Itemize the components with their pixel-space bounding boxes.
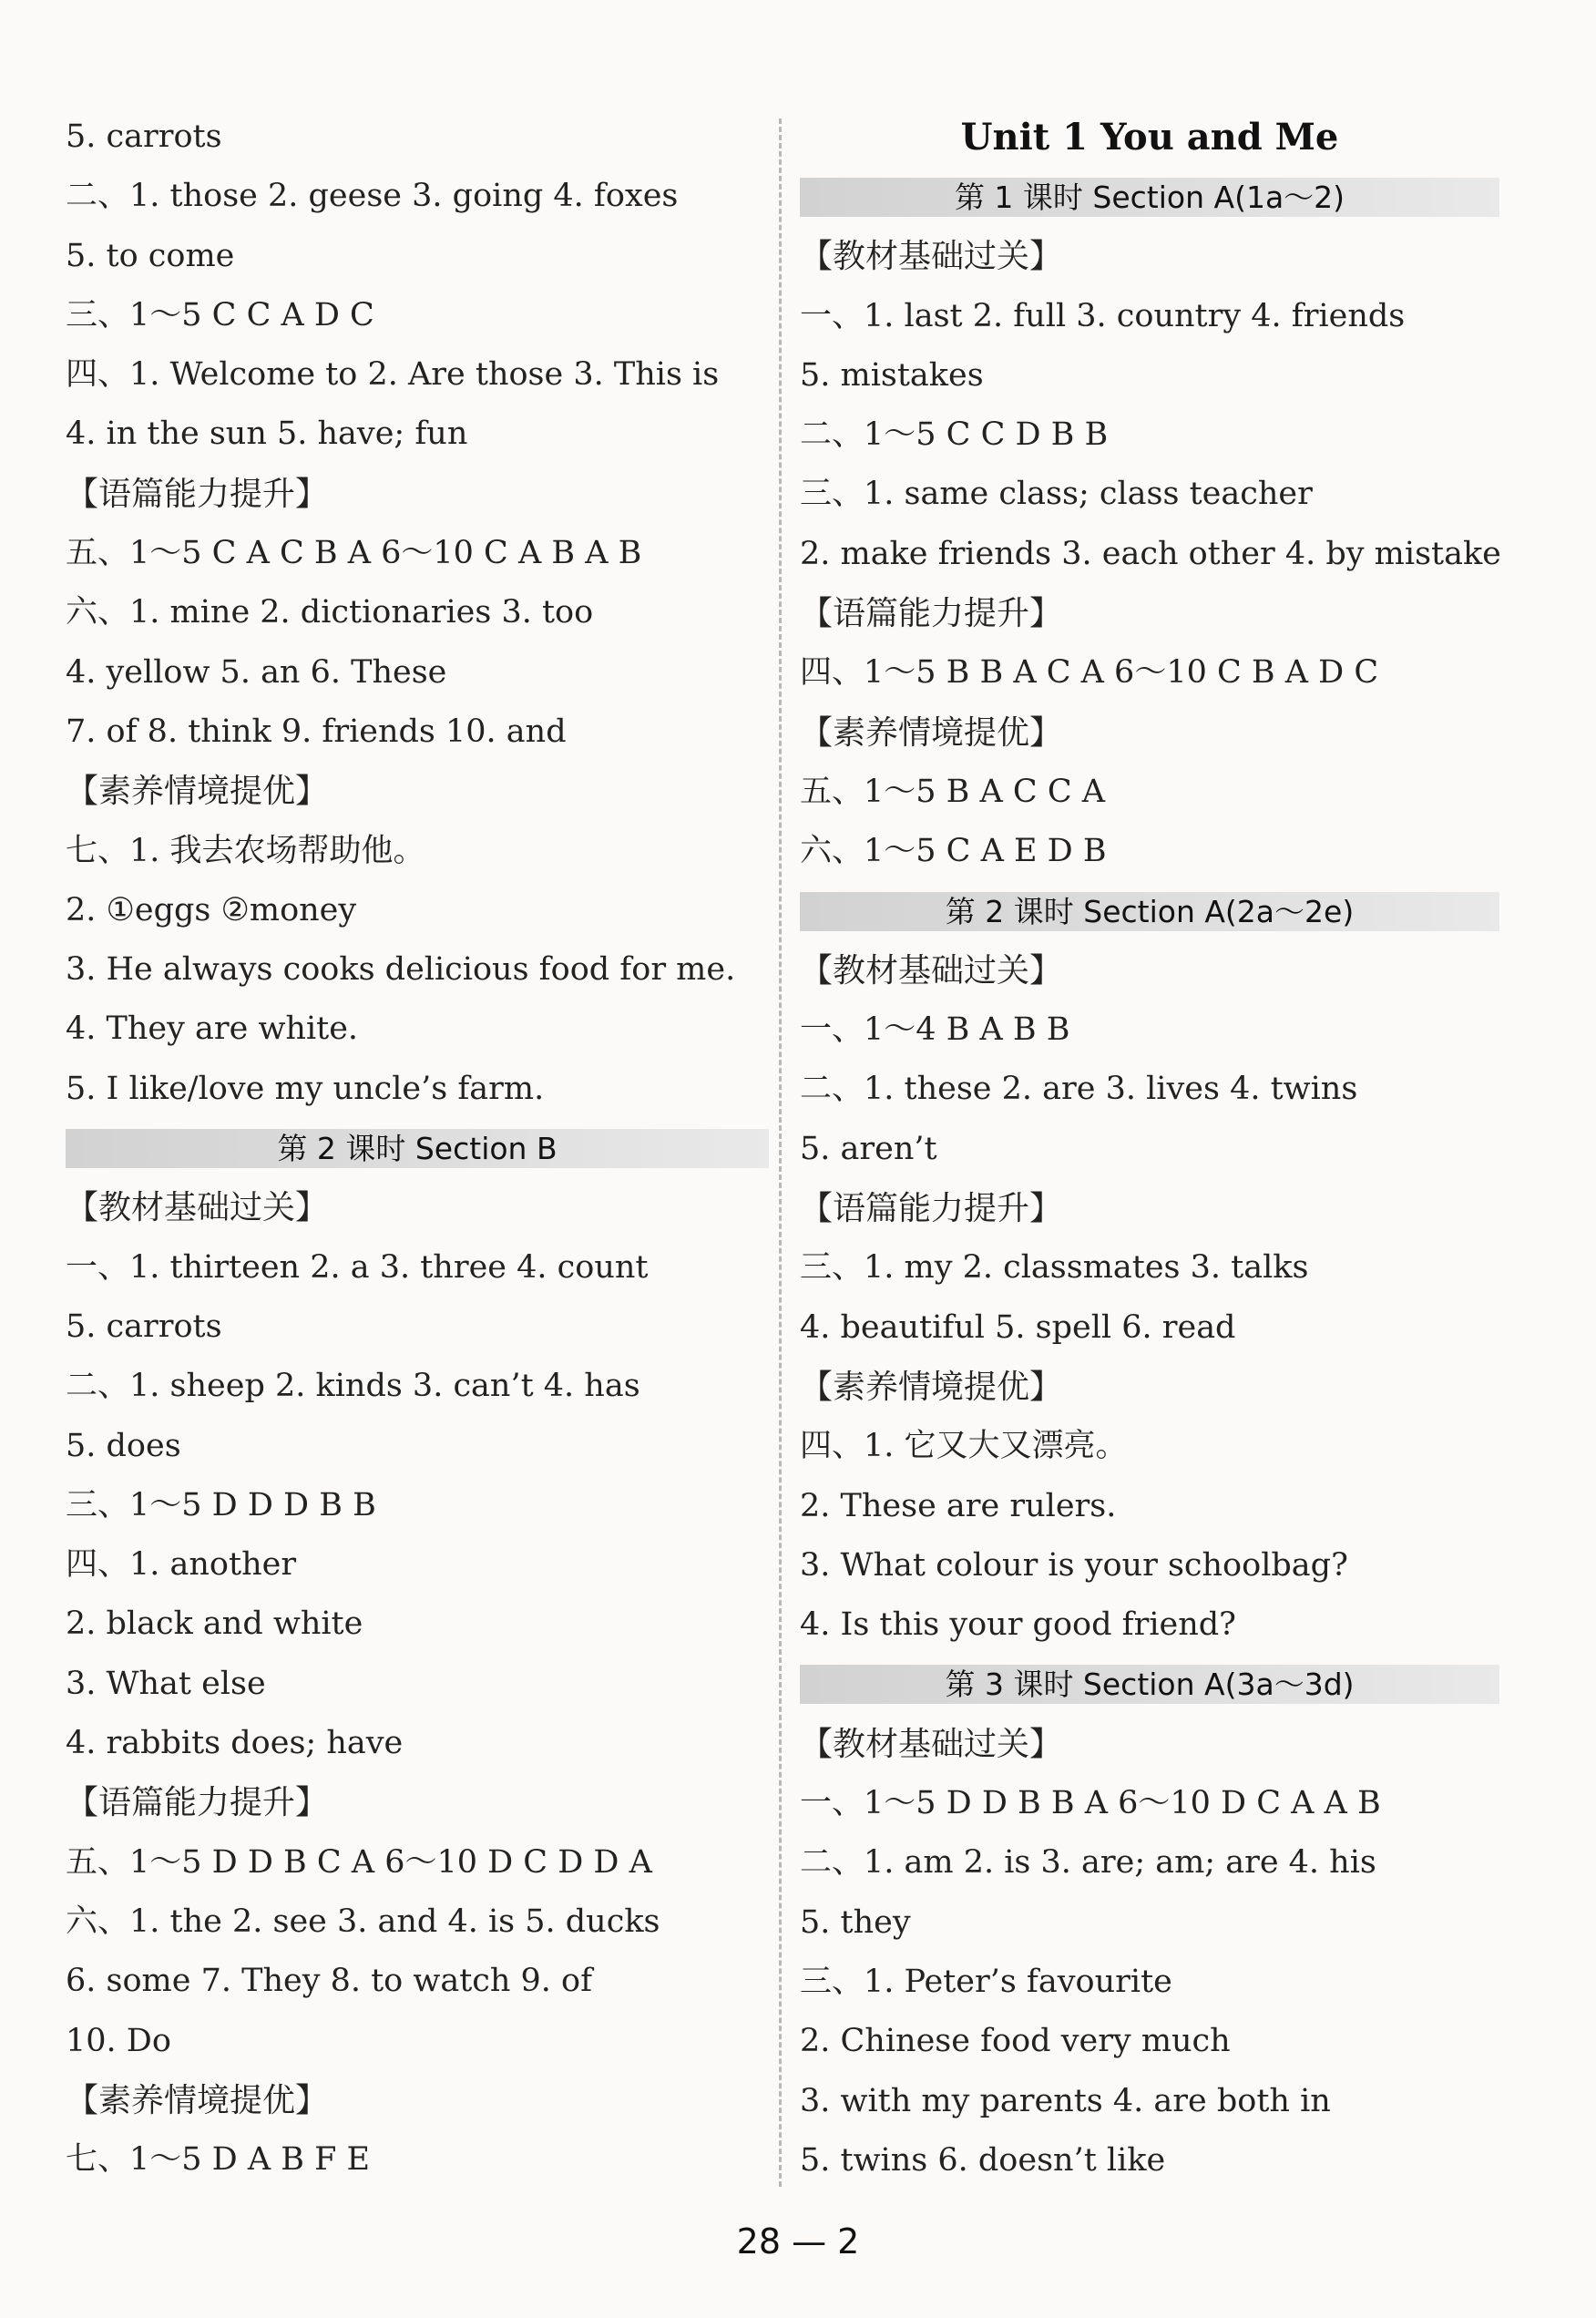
answer-line: 四、1. 它又大又漂亮。 (800, 1428, 1128, 1465)
section-heading: 【素养情境提优】 (800, 1368, 1063, 1406)
answer-line: 3. with my parents 4. are both in (800, 2082, 1331, 2119)
answer-line: 一、1. last 2. full 3. country 4. friends (800, 297, 1406, 334)
answer-line: 5. to come (66, 237, 235, 274)
answer-line: 5. they (800, 1903, 911, 1941)
section-heading: 【素养情境提优】 (800, 713, 1063, 752)
lesson-banner: 第 2 课时 Section B (66, 1129, 769, 1168)
section-heading: 【教材基础过关】 (800, 951, 1063, 990)
answer-line: 5. aren’t (800, 1130, 937, 1167)
answer-line: 3. What else (66, 1665, 266, 1702)
answer-line: 7. of 8. think 9. friends 10. and (66, 713, 567, 750)
answer-line: 4. in the sun 5. have; fun (66, 415, 468, 453)
section-heading: 【语篇能力提升】 (66, 475, 329, 513)
answer-line: 三、1～5 D D D B B (66, 1486, 376, 1523)
answer-line: 2. black and white (66, 1605, 363, 1643)
lesson-banner: 第 3 课时 Section A(3a～3d) (800, 1665, 1499, 1704)
section-heading: 【语篇能力提升】 (800, 595, 1063, 633)
answer-line: 2. make friends 3. each other 4. by mistake (800, 535, 1501, 572)
section-heading: 【语篇能力提升】 (800, 1190, 1063, 1228)
answer-line: 六、1. the 2. see 3. and 4. is 5. ducks (66, 1903, 660, 1940)
lesson-banner: 第 2 课时 Section A(2a～2e) (800, 892, 1499, 931)
answer-line: 二、1～5 C C D B B (800, 416, 1109, 454)
answer-line: 5. does (66, 1427, 181, 1464)
answer-line: 2. ①eggs ②money (66, 891, 357, 928)
answer-line: 4. Is this your good friend? (800, 1606, 1236, 1644)
answer-line: 六、1～5 C A E D B (800, 833, 1107, 870)
section-heading: 【教材基础过关】 (800, 1725, 1063, 1763)
answer-line: 六、1. mine 2. dictionaries 3. too (66, 594, 594, 631)
page-number: 28 — 2 (736, 2221, 860, 2262)
answer-line: 四、1. another (66, 1546, 297, 1584)
column-divider (779, 118, 782, 2187)
answer-line: 2. Chinese food very much (800, 2023, 1231, 2060)
answer-line: 4. yellow 5. an 6. These (66, 653, 447, 691)
section-heading: 【语篇能力提升】 (66, 1784, 329, 1822)
answer-line: 二、1. am 2. is 3. are; am; are 4. his (800, 1844, 1376, 1882)
answer-line: 五、1～5 B A C C A (800, 773, 1105, 810)
lesson-banner: 第 1 课时 Section A(1a～2) (800, 178, 1499, 217)
answer-line: 三、1. my 2. classmates 3. talks (800, 1249, 1309, 1287)
answer-line: 4. rabbits does; have (66, 1725, 404, 1762)
answer-line: 五、1～5 C A C B A 6～10 C A B A B (66, 535, 642, 572)
answer-line: 5. mistakes (800, 356, 984, 394)
answer-line: 一、1. thirteen 2. a 3. three 4. count (66, 1248, 649, 1286)
section-heading: 【素养情境提优】 (66, 773, 329, 811)
answer-line: 5. twins 6. doesn’t like (800, 2141, 1166, 2179)
answer-line: 二、1. sheep 2. kinds 3. can’t 4. has (66, 1368, 640, 1405)
answer-line: 5. I like/love my uncle’s farm. (66, 1070, 545, 1107)
section-heading: 【素养情境提优】 (66, 2081, 329, 2119)
answer-line: 二、1. these 2. are 3. lives 4. twins (800, 1071, 1358, 1108)
answer-line: 10. Do (66, 2022, 171, 2059)
answer-line: 一、1～5 D D B B A 6～10 D C A A B (800, 1785, 1381, 1822)
answer-line: 四、1. Welcome to 2. Are those 3. This is (66, 356, 720, 394)
answer-line: 三、1～5 C C A D C (66, 296, 374, 333)
answer-line: 七、1～5 D A B F E (66, 2141, 371, 2179)
answer-line: 三、1. same class; class teacher (800, 476, 1313, 513)
right-answer-column (800, 108, 1499, 2190)
answer-line: 2. These are rulers. (800, 1487, 1117, 1524)
answer-line: 3. He always cooks delicious food for me. (66, 951, 736, 989)
answer-line: 七、1. 我去农场帮助他。 (66, 832, 425, 869)
answer-line: 5. carrots (66, 1308, 222, 1345)
answer-line: 二、1. those 2. geese 3. going 4. foxes (66, 178, 679, 215)
answer-line: 一、1～4 B A B B (800, 1011, 1070, 1049)
answer-line: 4. beautiful 5. spell 6. read (800, 1308, 1236, 1346)
left-answer-column (66, 108, 769, 2190)
section-heading: 【教材基础过关】 (800, 238, 1063, 276)
answer-line: 四、1～5 B B A C A 6～10 C B A D C (800, 654, 1379, 692)
answer-line: 6. some 7. They 8. to watch 9. of (66, 1963, 593, 2000)
answer-line: 三、1. Peter’s favourite (800, 1963, 1172, 2000)
answer-line: 4. They are white. (66, 1010, 359, 1048)
unit-title: Unit 1 You and Me (960, 116, 1339, 159)
answer-line: 5. carrots (66, 118, 222, 155)
section-heading: 【教材基础过关】 (66, 1189, 329, 1227)
answer-line: 五、1～5 D D B C A 6～10 D C D D A (66, 1843, 652, 1881)
answer-line: 3. What colour is your schoolbag? (800, 1546, 1348, 1584)
